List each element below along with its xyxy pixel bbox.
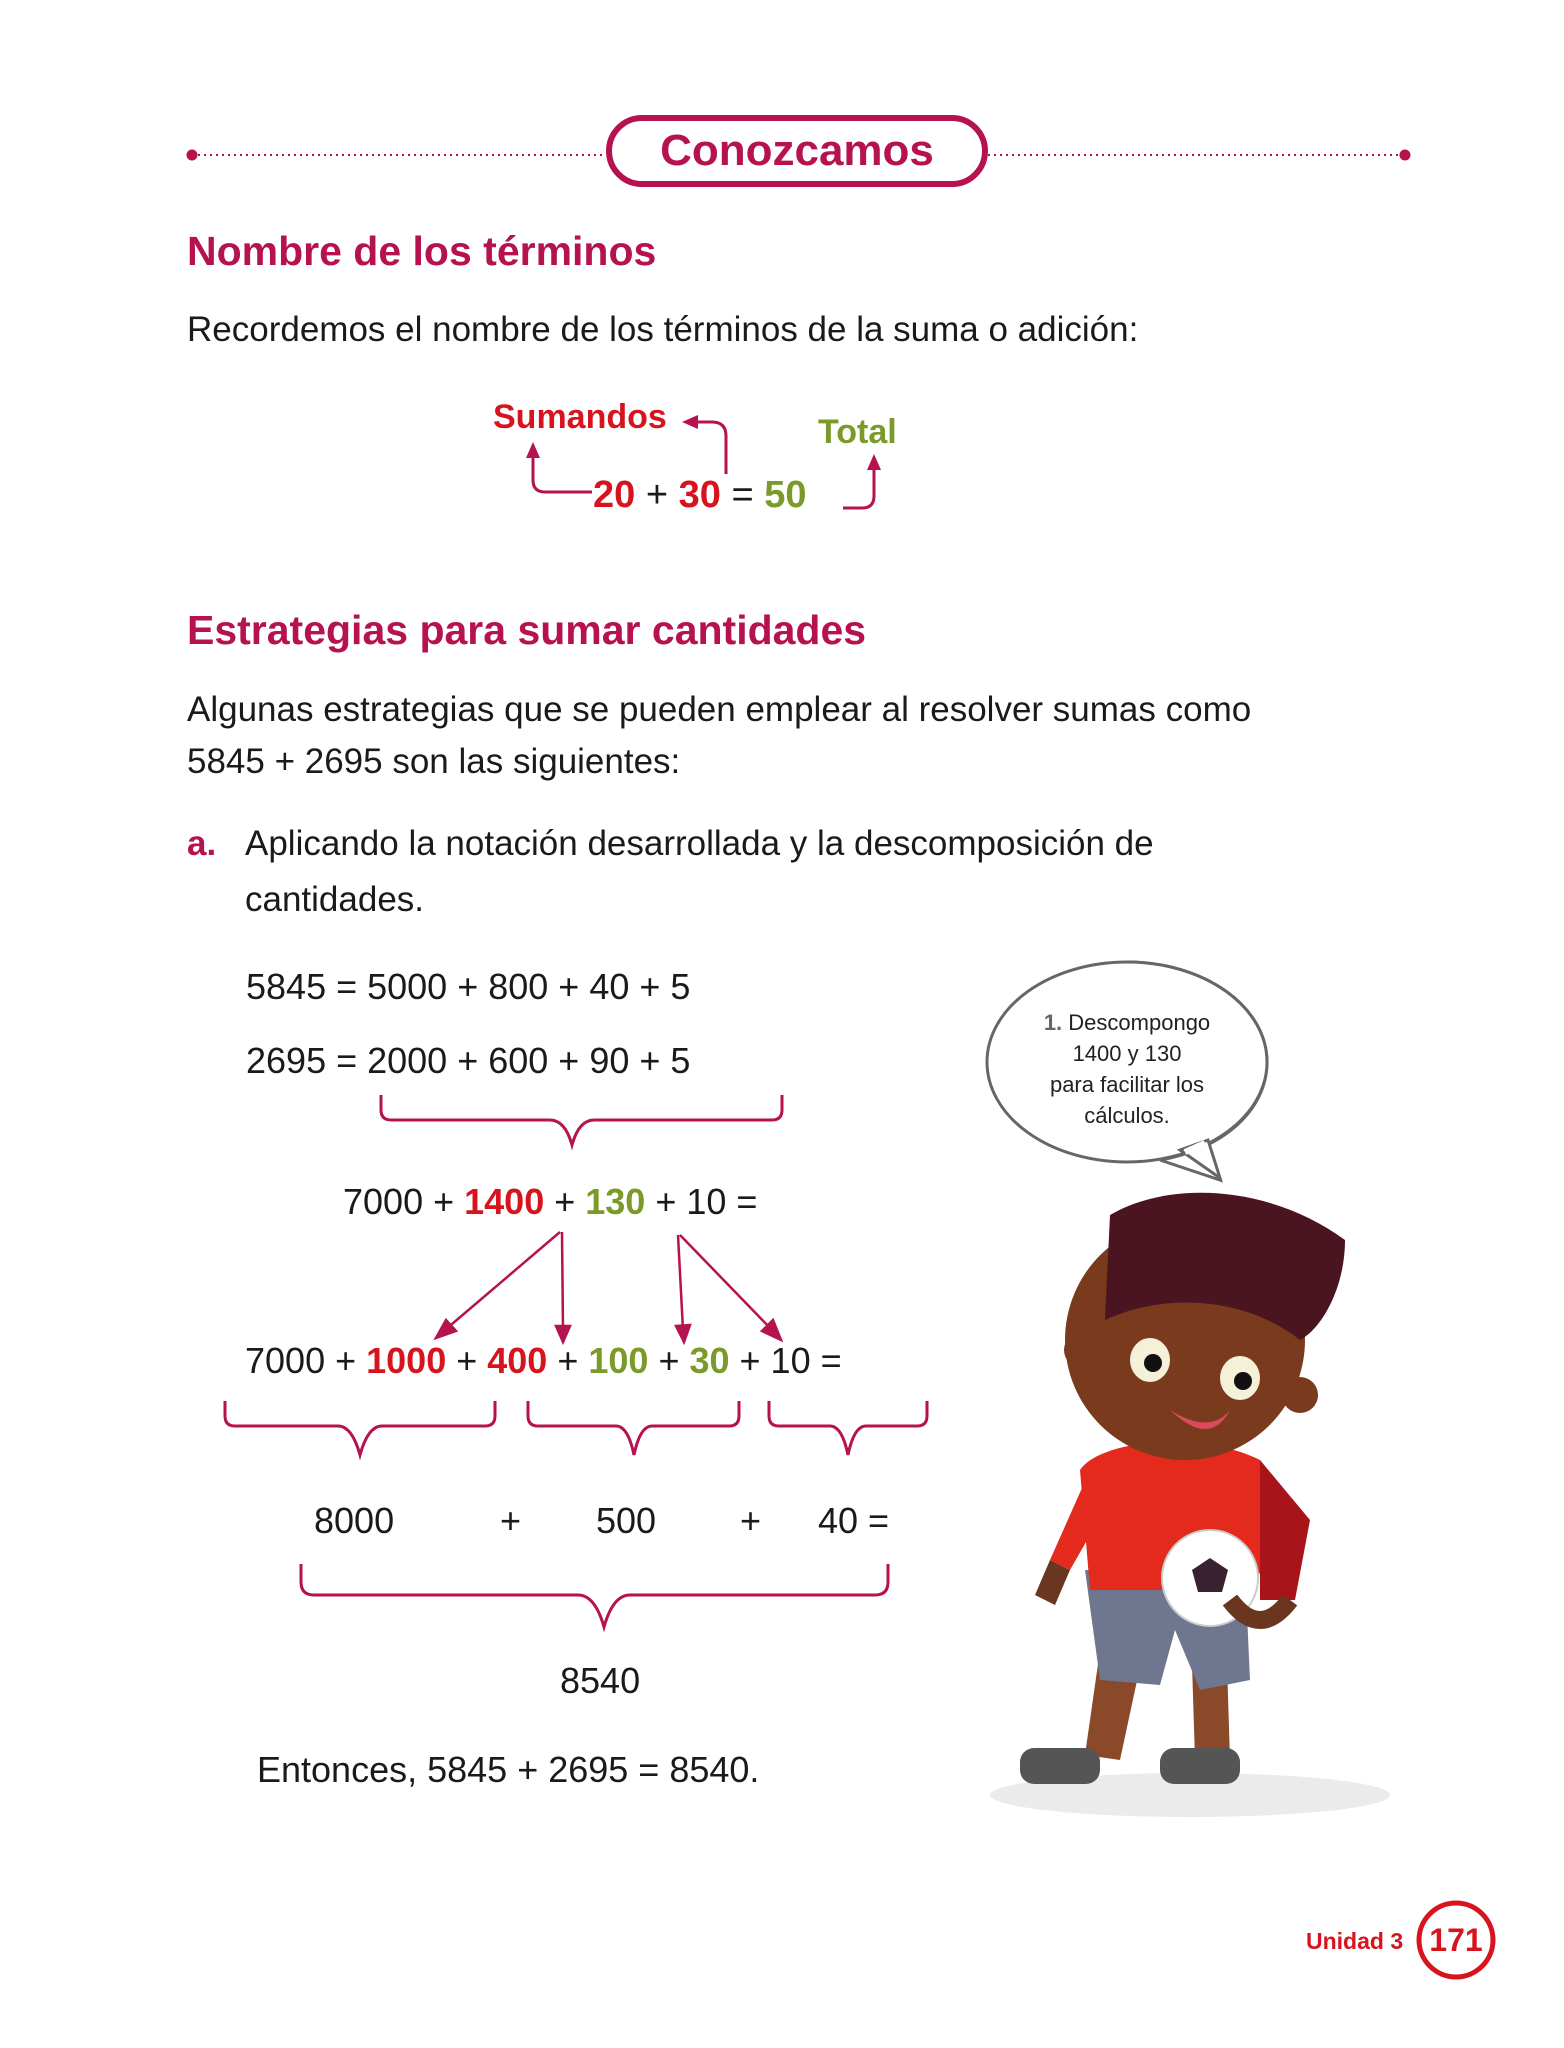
bubble-marker: 1. — [1043, 1010, 1063, 1035]
decomposition-arrows — [436, 1232, 781, 1342]
bubble-line: Descompongo — [1068, 1010, 1211, 1035]
term: + — [648, 1340, 690, 1381]
term-100: 100 — [588, 1340, 649, 1381]
item-text-line1: Aplicando la notación desarrollada y la descomposición de — [245, 824, 1154, 863]
banner-conozcamos: Conozcamos — [606, 115, 988, 187]
total-label: Total — [818, 413, 897, 451]
term: + — [446, 1340, 488, 1381]
bubble-line: para facilitar los — [1049, 1072, 1205, 1097]
strategies-intro-line2: 5845 + 2695 son las siguientes: — [187, 742, 681, 781]
section-heading-terms: Nombre de los términos — [187, 228, 657, 274]
partial-sum-row2 — [245, 1340, 842, 1382]
section-heading-strategies: Estrategias para sumar cantidades — [187, 607, 867, 653]
term-130: 130 — [585, 1181, 646, 1222]
sum-total: 50 — [764, 474, 807, 516]
conclusion: Entonces, 5845 + 2695 = 8540. — [257, 1749, 760, 1790]
term-400: 400 — [487, 1340, 548, 1381]
boy-illustration-icon — [990, 1193, 1390, 1817]
item-marker: a. — [187, 824, 217, 863]
equals-sign: = — [731, 474, 754, 516]
term: + 10 = — [729, 1340, 842, 1381]
term: + — [547, 1340, 589, 1381]
term-1000: 1000 — [366, 1340, 447, 1381]
term-1400: 1400 — [464, 1181, 545, 1222]
grouped-500: 500 — [596, 1500, 657, 1541]
term-30: 30 — [689, 1340, 730, 1381]
section-intro-terms: Recordemos el nombre de los términos de la suma o adición: — [187, 310, 1139, 349]
sum-example — [593, 474, 807, 517]
plus-sign: + — [740, 1500, 762, 1541]
strategies-intro-line1: Algunas estrategias que se pueden emplear al resolver sumas como — [187, 690, 1252, 729]
item-text-line2: cantidades. — [245, 880, 425, 919]
grouped-8000: 8000 — [314, 1500, 395, 1541]
addend-a: 20 — [593, 474, 636, 516]
bubble-line: 1400 y 130 — [1072, 1041, 1182, 1066]
plus-sign: + — [645, 474, 669, 516]
addend-b: 30 — [678, 474, 721, 516]
expanded-2695: 2695 = 2000 + 600 + 90 + 5 — [246, 1040, 691, 1081]
addends-label: Sumandos — [493, 398, 667, 436]
term: + — [544, 1181, 586, 1222]
page-number: 171 — [1429, 1922, 1483, 1958]
expanded-5845: 5845 = 5000 + 800 + 40 + 5 — [246, 966, 691, 1007]
final-result: 8540 — [560, 1660, 641, 1701]
unit-label: Unidad 3 — [1306, 1928, 1404, 1954]
plus-sign: + — [500, 1500, 522, 1541]
term: 7000 + — [343, 1181, 465, 1222]
grouped-40: 40 = — [818, 1500, 890, 1541]
speech-bubble-text — [1027, 1007, 1227, 1131]
term: + 10 = — [645, 1181, 758, 1222]
bubble-line: cálculos. — [1084, 1103, 1170, 1128]
term: 7000 + — [245, 1340, 367, 1381]
partial-sum-row1 — [343, 1181, 757, 1223]
